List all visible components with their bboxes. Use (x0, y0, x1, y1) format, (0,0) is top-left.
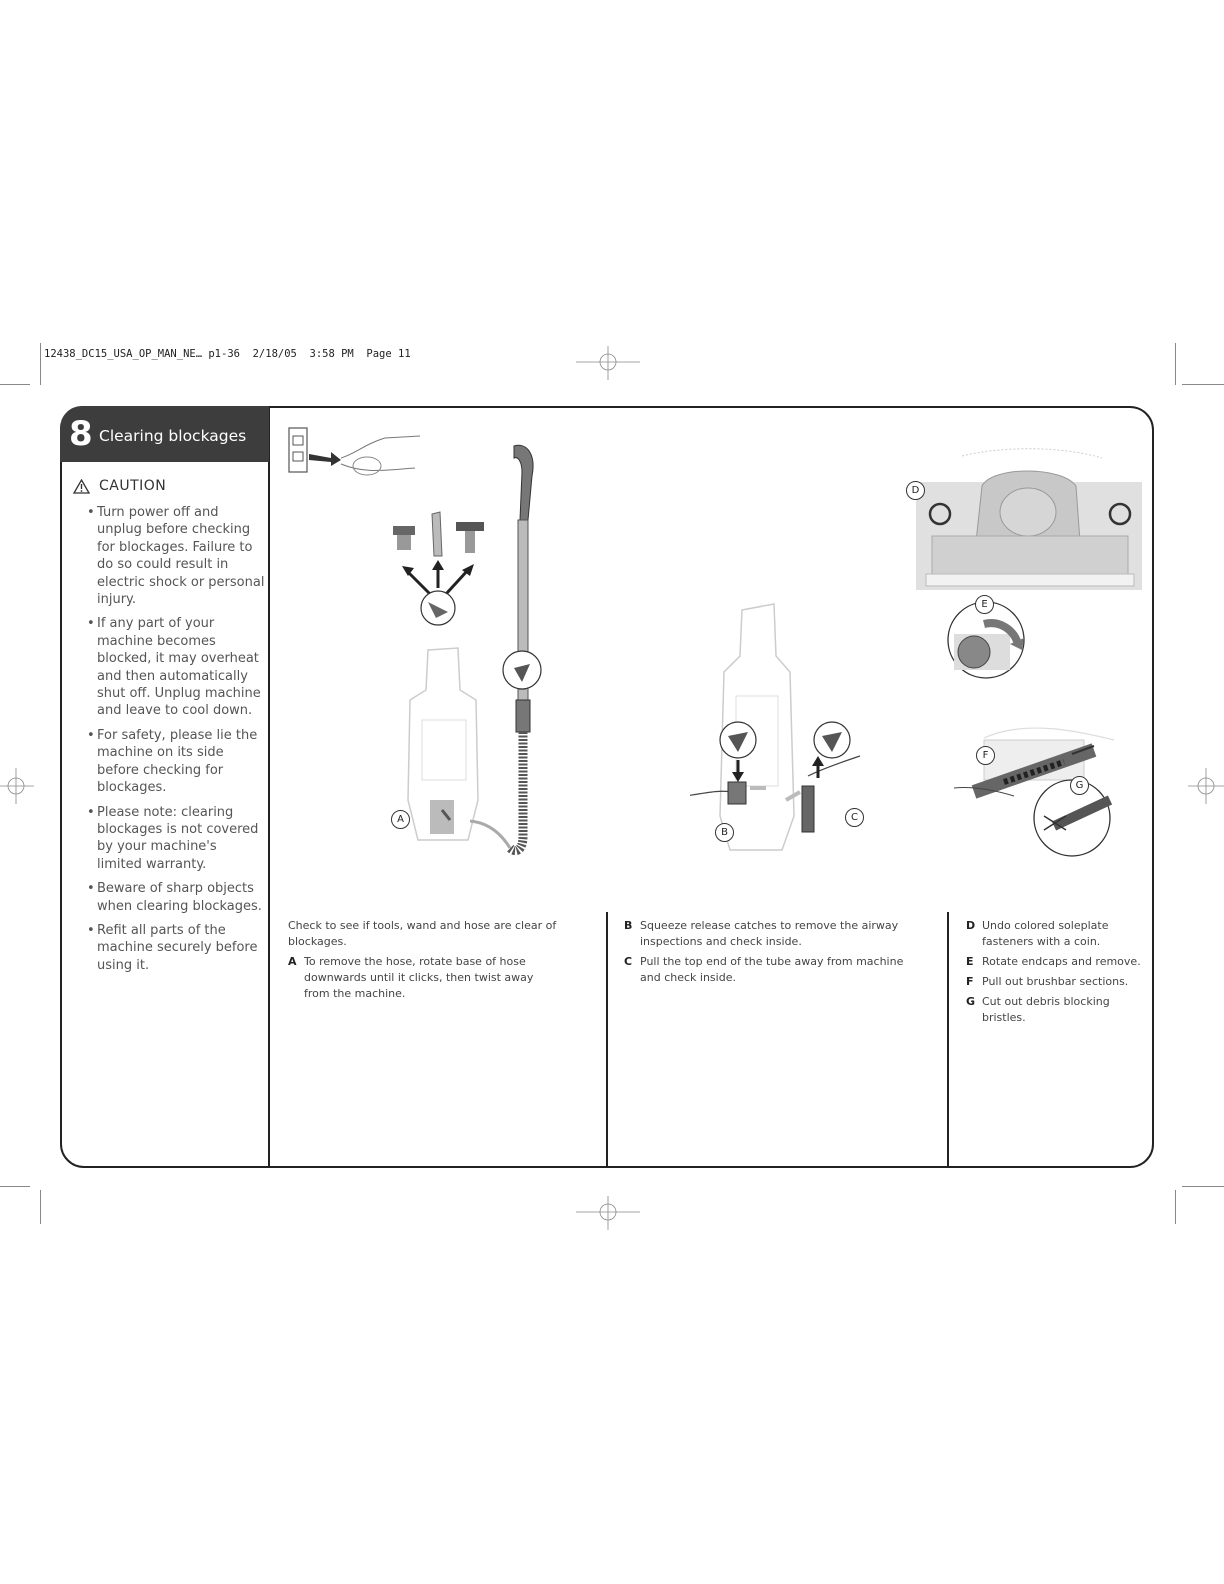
column-divider-2 (947, 912, 949, 1168)
crop-mark-tr-h (1182, 384, 1224, 385)
step-a-key: A (288, 955, 297, 968)
step-b-text: Squeeze release catches to remove the airway inspections and check inside. (640, 919, 899, 948)
caution-label: CAUTION (99, 478, 167, 494)
step-b (624, 918, 914, 950)
crop-mark-tl-h (0, 384, 30, 385)
caution-item: • For safety, please lie the machine on its side before checking for blockages. (87, 727, 265, 797)
callout-c: C (845, 808, 864, 827)
column-divider-1 (606, 912, 608, 1168)
step-a (288, 954, 558, 1002)
caution-item: • Please note: clearing blockages is not covered by your machine's limited warranty. (87, 804, 265, 874)
caution-item: • If any part of your machine becomes blocked, it may overheat and then automatically shut off. Unplug machine and leave to cool down. (87, 615, 265, 719)
caution-item: • Beware of sharp objects when clearing blockages. (87, 880, 265, 915)
column-1-text (288, 918, 558, 1002)
crop-mark-br-h (1182, 1186, 1224, 1187)
callout-d: D (906, 481, 925, 500)
unplug-illustration (285, 424, 425, 496)
registration-mark-left (0, 766, 34, 806)
soleplate-illustration (912, 446, 1148, 596)
wand-hose-illustration (470, 436, 560, 868)
callout-f: F (976, 746, 995, 765)
print-slug: 12438_DC15_USA_OP_MAN_NE… p1-36 2/18/05 3:58 PM Page 11 (44, 348, 411, 360)
step-c-key: C (624, 955, 633, 968)
crop-mark-bl-v (40, 1190, 41, 1224)
step-d-key: D (966, 919, 976, 932)
crop-mark-bl-h (0, 1186, 30, 1187)
step-g (966, 994, 1146, 1026)
step-e (966, 954, 1146, 970)
step-d (966, 918, 1146, 950)
registration-mark-top (576, 346, 640, 380)
column-divider-caution (268, 406, 270, 1168)
step-f-text: Pull out brushbar sections. (982, 975, 1129, 988)
registration-mark-bottom (576, 1196, 640, 1230)
callout-e: E (975, 595, 994, 614)
step-g-text: Cut out debris blocking bristles. (982, 995, 1110, 1024)
crop-mark-br-v (1175, 1190, 1176, 1224)
warning-triangle-icon (73, 479, 90, 494)
step-f-key: F (966, 975, 974, 988)
step-c-text: Pull the top end of the tube away from machine and check inside. (640, 955, 904, 984)
zoom-b-illustration (716, 720, 766, 782)
callout-g: G (1070, 776, 1089, 795)
step-a-text: To remove the hose, rotate base of hose downwards until it clicks, then twist away from the machine. (304, 955, 534, 1000)
step-e-text: Rotate endcaps and remove. (982, 955, 1141, 968)
step-d-text: Undo colored soleplate fasteners with a coin. (982, 919, 1109, 948)
section-header (60, 406, 269, 462)
step-c (624, 954, 914, 986)
brushbar-illustration (944, 700, 1124, 864)
crop-mark-tr-v (1175, 343, 1176, 385)
column-2-text (624, 918, 914, 986)
callout-b: B (715, 823, 734, 842)
step-e-key: E (966, 955, 974, 968)
section-number: 8 (69, 414, 93, 454)
column-3-text (966, 918, 1146, 1026)
caution-heading (73, 478, 166, 494)
section-title: Clearing blockages (99, 427, 247, 445)
step-g-key: G (966, 995, 976, 1008)
caution-item: • Refit all parts of the machine securely before using it. (87, 922, 265, 974)
zoom-c-illustration (804, 718, 856, 780)
callout-a: A (391, 810, 410, 829)
crop-mark-tl-v (40, 343, 41, 385)
step-f (966, 974, 1146, 990)
registration-mark-right (1188, 766, 1224, 806)
caution-list (87, 504, 265, 981)
column-1-intro: Check to see if tools, wand and hose are clear of blockages. (288, 919, 557, 948)
caution-item: • Turn power off and unplug before checking for blockages. Failure to do so could result in electric shock or personal injury. (87, 504, 265, 608)
step-b-key: B (624, 919, 633, 932)
